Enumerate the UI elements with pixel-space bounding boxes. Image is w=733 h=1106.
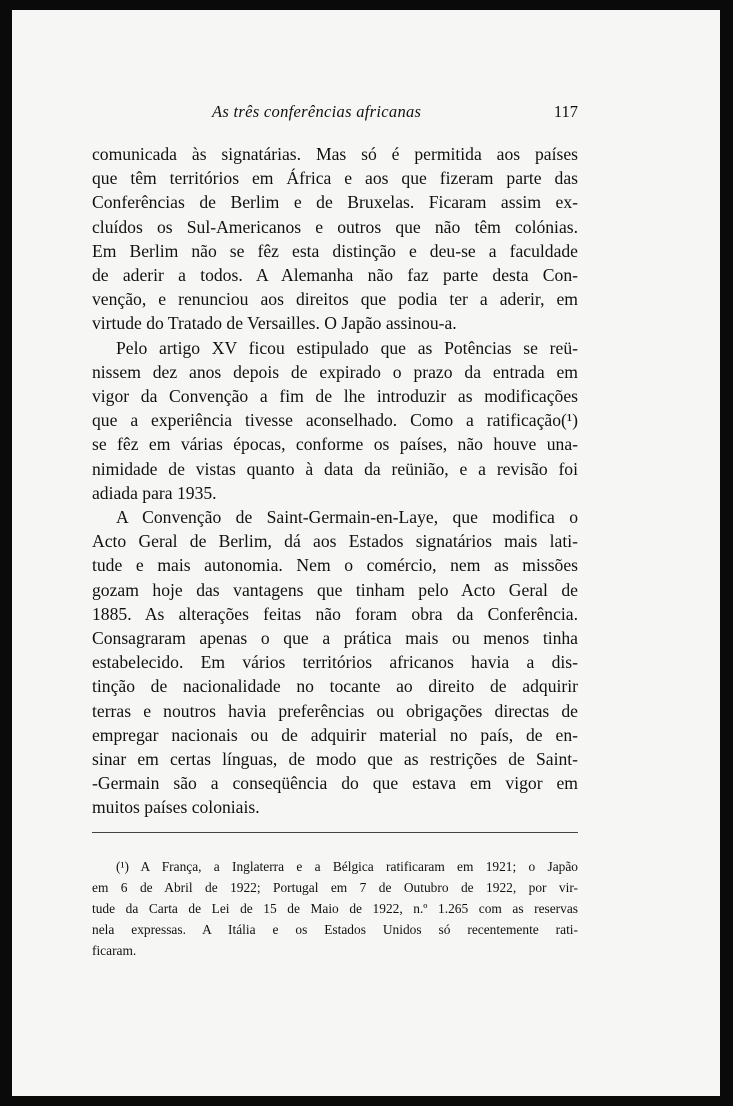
text-line: Em Berlim não se fêz esta distinção e deu-se a faculdade [92, 240, 578, 261]
text-line: -Germain são a conseqüência do que estava em vigor em [92, 773, 578, 794]
text-line: virtude do Tratado de Versailles. O Japão assinou-a. [92, 313, 457, 334]
footnote-line: ficaram. [92, 943, 137, 958]
text-line: Consagraram apenas o que a prática mais ou menos tinha [92, 628, 578, 649]
text-line: sinar em certas línguas, de modo que as restrições de Saint- [92, 749, 578, 770]
text-line: muitos países coloniais. [92, 797, 260, 818]
text-line: estabelecido. Em vários territórios africanos havia a dis- [92, 652, 578, 673]
text-line: nissem dez anos depois de expirado o prazo da entrada em [92, 361, 578, 382]
paragraph-1 [92, 142, 578, 336]
running-header [92, 102, 578, 126]
page-number: 117 [553, 102, 578, 121]
footnote [92, 856, 578, 961]
text-line: se fêz em várias épocas, conforme os países, não houve una- [92, 434, 578, 455]
text-line: terras e noutros havia preferências ou obrigações directas de [92, 700, 578, 721]
text-line: venção, e renunciou aos direitos que podia ter a aderir, em [92, 289, 578, 310]
body-text [92, 142, 578, 820]
footnote-line: (¹) A França, a Inglaterra e a Bélgica ratificaram em 1921; o Japão [116, 859, 578, 874]
text-line: Acto Geral de Berlim, dá aos Estados signatários mais lati- [92, 531, 578, 552]
text-line: tinção de nacionalidade no tocante ao direito de adquirir [92, 676, 578, 697]
text-line: vigor da Convenção a fim de lhe introduzir as modificações [92, 386, 578, 407]
text-line: que a experiência tivesse aconselhado. Como a ratificação(¹) [92, 410, 578, 431]
footnote-line: em 6 de Abril de 1922; Portugal em 7 de Outubro de 1922, por vir- [92, 880, 578, 895]
book-page [12, 10, 720, 1096]
text-line: Conferências de Berlim e de Bruxelas. Ficaram assim ex- [92, 192, 578, 213]
text-line: que têm territórios em África e aos que fizeram parte das [92, 168, 578, 189]
running-title: As três conferências africanas [212, 102, 422, 121]
footnote-line: tude da Carta de Lei de 15 de Maio de 1922, n.º 1.265 com as reservas [92, 901, 578, 916]
footnote-line: nela expressas. A Itália e os Estados Unidos só recentemente rati- [92, 922, 578, 937]
text-line: 1885. As alterações feitas não foram obra da Conferência. [92, 603, 578, 624]
text-line: A Convenção de Saint-Germain-en-Laye, que modifica o [116, 507, 578, 528]
text-line: nimidade de vistas quanto à data da reünião, e a revisão foi [92, 458, 578, 479]
text-line: Pelo artigo XV ficou estipulado que as Potências se reü- [116, 337, 578, 358]
text-line: comunicada às signatárias. Mas só é permitida aos países [92, 144, 578, 164]
text-line: de aderir a todos. A Alemanha não faz parte desta Con- [92, 265, 578, 286]
text-line: gozam hoje das vantagens que tinham pelo Acto Geral de [92, 579, 578, 600]
text-line: empregar nacionais ou de adquirir material no país, de en- [92, 724, 578, 745]
paragraph-3 [92, 505, 578, 820]
text-line: adiada para 1935. [92, 482, 217, 503]
paragraph-2 [92, 336, 578, 505]
footnote-divider [92, 832, 578, 833]
text-line: cluídos os Sul-Americanos e outros que não têm colónias. [92, 216, 578, 237]
text-line: tude e mais autonomia. Nem o comércio, nem as missões [92, 555, 578, 576]
